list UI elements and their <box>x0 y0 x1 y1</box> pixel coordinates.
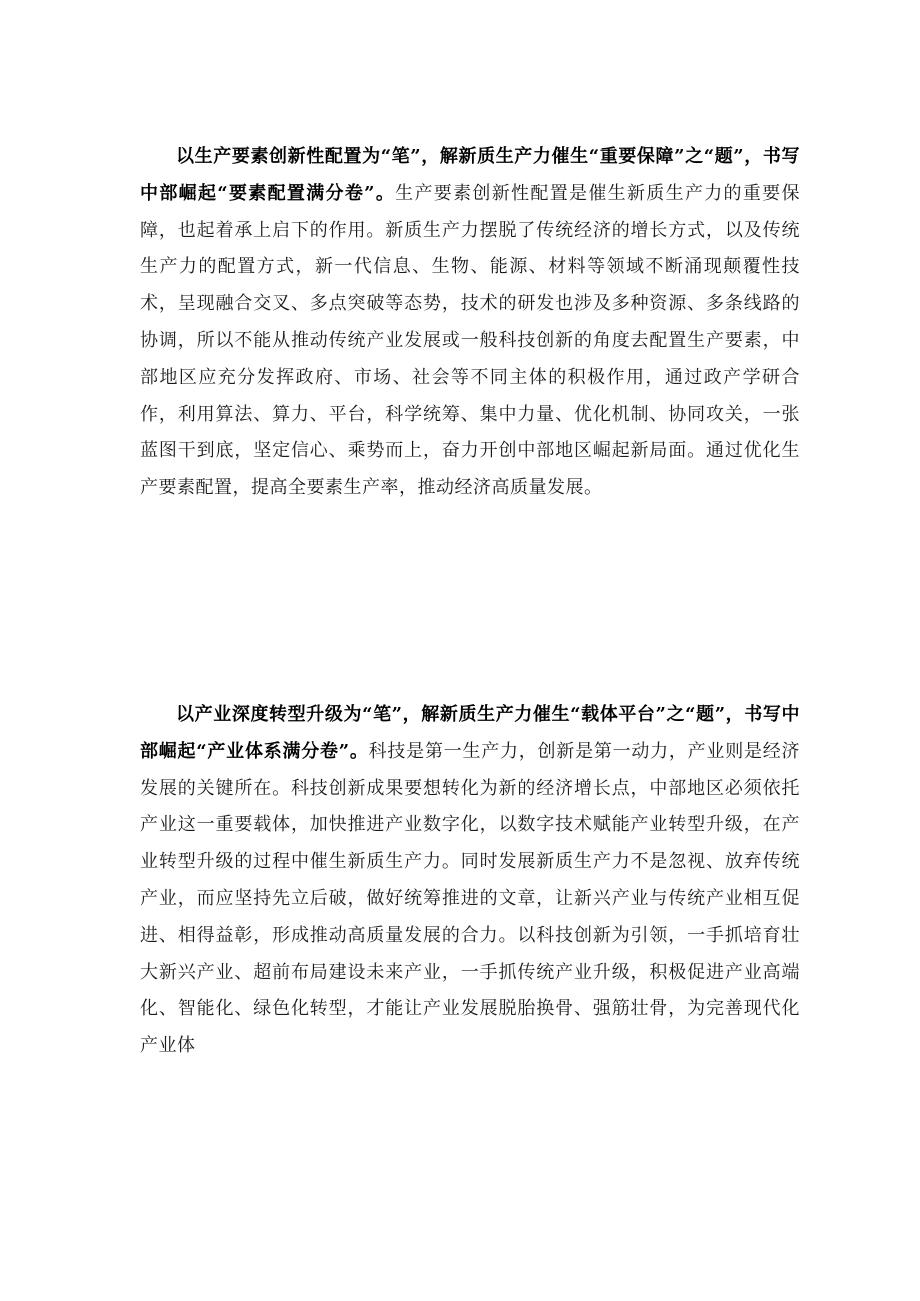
paragraph-body: 科技是第一生产力，创新是第一动力，产业则是经济发展的关键所在。科技创新成果要想转化为新的经济增长点，中部地区必须依托产业这一重要载体，加快推进产业数字化，以数字技术赋能产业转型升级，在产业转型升级的过程中催生新质生产力。同时发展新质生产力不是忽视、放弃传统产业，而应坚持先立后破，做好统筹推进的文章，让新兴产业与传统产业相互促进、相得益彰，形成推动高质量发展的合力。以科技创新为引领，一手抓培育壮大新兴产业、超前布局建设未来产业，一手抓传统产业升级，积极促进产业高端化、智能化、绿色化转型，才能让产业发展脱胎换骨、强筋壮骨，为完善现代化产业体 <box>140 740 800 1057</box>
paragraph-lead: 以产业深度转型升级为“笔”，解新质生产力催生“载体平台”之“题”，书写中部崛起“产业体系满分卷”。 <box>140 704 800 762</box>
paragraph-industrial-upgrade <box>140 697 800 1065</box>
paragraph-body: 生产要素创新性配置是催生新质生产力的重要保障，也起着承上启下的作用。新质生产力摆脱了传统经济的增长方式，以及传统生产力的配置方式，新一代信息、生物、能源、材料等领域不断涌现颠覆性技术，呈现融合交叉、多点突破等态势，技术的研发也涉及多种资源、多条线路的协调，所以不能从推动传统产业发展或一般科技创新的角度去配置生产要素，中部地区应充分发挥政府、市场、社会等不同主体的积极作用，通过政产学研合作，利用算法、算力、平台，科学统筹、集中力量、优化机制、协同攻关，一张蓝图干到底，坚定信心、乘势而上，奋力开创中部地区崛起新局面。通过优化生产要素配置，提高全要素生产率，推动经济高质量发展。 <box>140 182 800 499</box>
paragraph-lead: 以生产要素创新性配置为“笔”，解新质生产力催生“重要保障”之“题”，书写中部崛起“要素配置满分卷”。 <box>140 146 800 204</box>
paragraph-factor-allocation <box>140 139 800 507</box>
